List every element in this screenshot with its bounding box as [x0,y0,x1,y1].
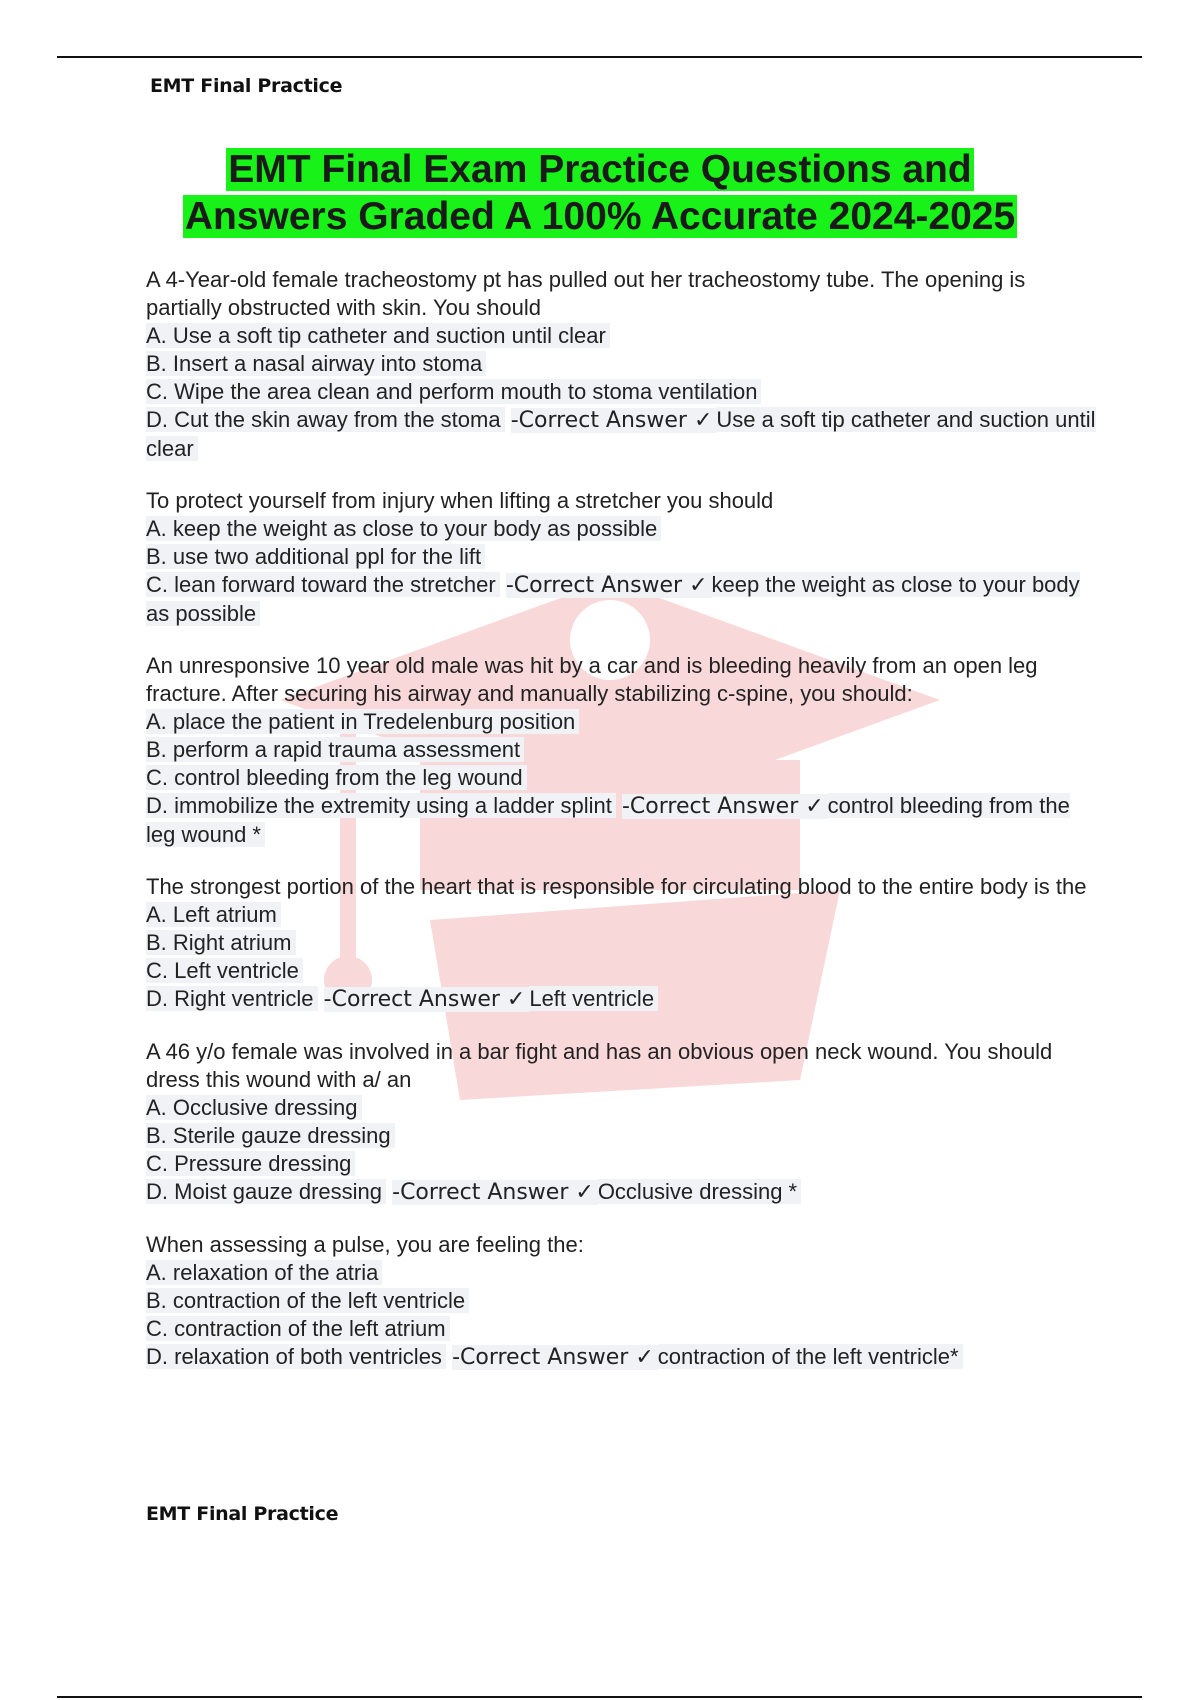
answer-option [146,322,1096,350]
option-text: D. Cut the skin away from the stoma [146,407,505,432]
answer-option [146,736,1096,764]
option-text: C. lean forward toward the stretcher [146,572,500,597]
option-text: B. Sterile gauze dressing [146,1123,395,1148]
option-text: C. Pressure dressing [146,1151,355,1176]
option-text: D. immobilize the extremity using a ladder splint [146,793,616,818]
question-block [146,1231,1096,1372]
option-text: D. Moist gauze dressing [146,1179,386,1204]
question-stem: The strongest portion of the heart that is responsible for circulating blood to the entire body is the [146,874,1087,899]
option-text: A. keep the weight as close to your body as possible [146,516,661,541]
answer-option [146,543,1096,571]
correct-answer-text: Left ventricle [529,986,658,1011]
answer-option [146,1315,1096,1343]
answer-option [146,985,1096,1014]
question-block [146,873,1096,1014]
option-text: C. control bleeding from the leg wound [146,765,527,790]
option-text: B. contraction of the left ventricle [146,1288,469,1313]
title-line-1: EMT Final Exam Practice Questions and [228,148,972,191]
running-header: EMT Final Practice [150,75,343,97]
answer-option [146,406,1096,463]
correct-answer-text: Use a soft tip catheter and suction until clear [146,407,1096,461]
answer-option [146,378,1096,406]
option-text: A. relaxation of the atria [146,1260,382,1285]
answer-option [146,1150,1096,1178]
correct-answer-label: -Correct Answer ✓ [324,987,530,1012]
question-stem: When assessing a pulse, you are feeling the: [146,1232,584,1257]
question-block [146,652,1096,849]
option-text: C. Left ventricle [146,958,303,983]
correct-answer-text: keep the weight as close to your body as possible [146,572,1080,626]
correct-answer-label: -Correct Answer ✓ [452,1345,658,1370]
answer-option [146,571,1096,628]
answer-option [146,350,1096,378]
option-text: D. Right ventricle [146,986,318,1011]
option-text: B. Right atrium [146,930,296,955]
question-stem: An unresponsive 10 year old male was hit by a car and is bleeding heavily from an open leg fracture. After securing his airway and manually stabilizing c-spine, you should: [146,653,1038,706]
option-text: C. Wipe the area clean and perform mouth to stoma ventilation [146,379,761,404]
correct-answer-label: -Correct Answer ✓ [622,794,828,819]
question-stem: A 4-Year-old female tracheostomy pt has pulled out her tracheostomy tube. The opening is partially obstructed with skin. You should [146,267,1026,320]
answer-option [146,708,1096,736]
correct-answer-text: control bleeding from the leg wound * [146,793,1070,847]
option-text: A. Occlusive dressing [146,1095,362,1120]
correct-answer-label: -Correct Answer ✓ [392,1180,598,1205]
option-text: B. Insert a nasal airway into stoma [146,351,486,376]
answer-option [146,515,1096,543]
question-stem: A 46 y/o female was involved in a bar fight and has an obvious open neck wound. You should dress this wound with a/ an [146,1039,1053,1092]
option-text: C. contraction of the left atrium [146,1316,450,1341]
answer-option [146,1287,1096,1315]
bottom-rule [57,1696,1142,1698]
question-list [146,266,1096,1396]
option-text: A. Left atrium [146,902,281,927]
correct-answer-text: Occlusive dressing * [598,1179,801,1204]
running-footer: EMT Final Practice [146,1503,339,1525]
answer-option [146,929,1096,957]
answer-option [146,1094,1096,1122]
correct-answer-text: contraction of the left ventricle* [658,1344,963,1369]
top-rule [57,56,1142,58]
answer-option [146,1343,1096,1372]
answer-option [146,957,1096,985]
answer-option [146,764,1096,792]
answer-option [146,1259,1096,1287]
option-text: D. relaxation of both ventricles [146,1344,446,1369]
question-block [146,1038,1096,1207]
answer-option [146,901,1096,929]
title-line-2: Answers Graded A 100% Accurate 2024-2025 [184,195,1016,238]
option-text: A. Use a soft tip catheter and suction until clear [146,323,610,348]
correct-answer-label: -Correct Answer ✓ [506,573,712,598]
question-block [146,266,1096,463]
page-title [0,146,1200,240]
answer-option [146,1178,1096,1207]
question-block [146,487,1096,628]
correct-answer-label: -Correct Answer ✓ [511,408,717,433]
answer-option [146,792,1096,849]
option-text: B. use two additional ppl for the lift [146,544,485,569]
question-stem: To protect yourself from injury when lifting a stretcher you should [146,488,774,513]
answer-option [146,1122,1096,1150]
option-text: B. perform a rapid trauma assessment [146,737,524,762]
option-text: A. place the patient in Tredelenburg position [146,709,579,734]
